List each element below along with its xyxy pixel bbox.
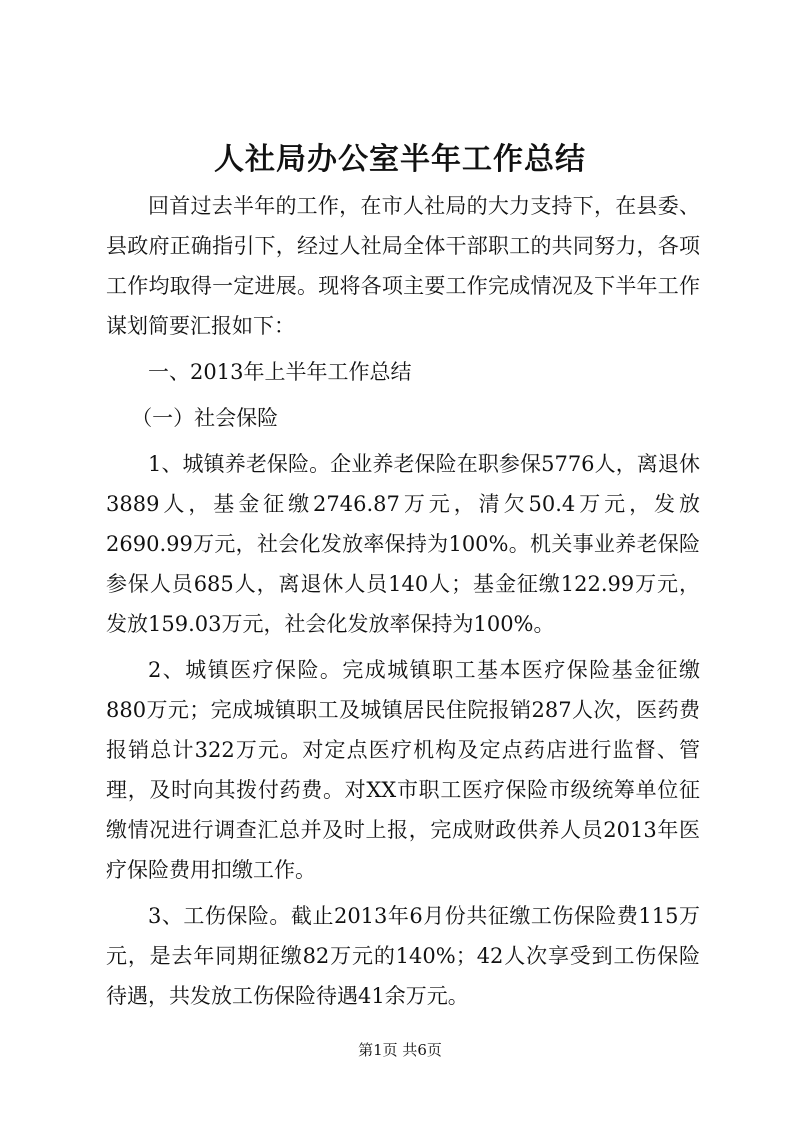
item-paragraph-medical: 2、城镇医疗保险。完成城镇职工基本医疗保险基金征缴880万元；完成城镇职工及城镇居民住院报销287人次，医药费报销总计322万元。对定点医疗机构及定点药店进行监督、管理，及时向其拨付药费。对XX市职工医疗保险市级统筹单位征缴情况进行调查汇总并及时上报，完成财政供养人员2013年医疗保险费用扣缴工作。 <box>106 658 700 882</box>
subsection-heading: （一）社会保险 <box>131 406 279 430</box>
document-body <box>106 186 700 1016</box>
item-paragraph-pension: 1、城镇养老保险。企业养老保险在职参保5776人，离退休3889人，基金征缴2746.87万元，清欠50.4万元，发放2690.99万元，社会化发放率保持为100%。机关事业养老保险参保人员685人，离退休人员140人；基金征缴122.99万元，发放159.03万元，社会化发放率保持为100%。 <box>106 452 700 636</box>
document-title: 人社局办公室半年工作总结 <box>214 142 586 177</box>
intro-paragraph: 回首过去半年的工作，在市人社局的大力支持下，在县委、县政府正确指引下，经过人社局全体干部职工的共同努力，各项工作均取得一定进展。现将各项主要工作完成情况及下半年工作谋划简要汇报如下： <box>106 194 700 338</box>
page-footer: 第1页 共6页 <box>358 1041 442 1059</box>
item-paragraph-injury: 3、工伤保险。截止2013年6月份共征缴工伤保险费115万元，是去年同期征缴82万元的140%；42人次享受到工伤保险待遇，共发放工伤保险待遇41余万元。 <box>106 904 700 1008</box>
section-heading: 一、2013年上半年工作总结 <box>148 360 412 384</box>
